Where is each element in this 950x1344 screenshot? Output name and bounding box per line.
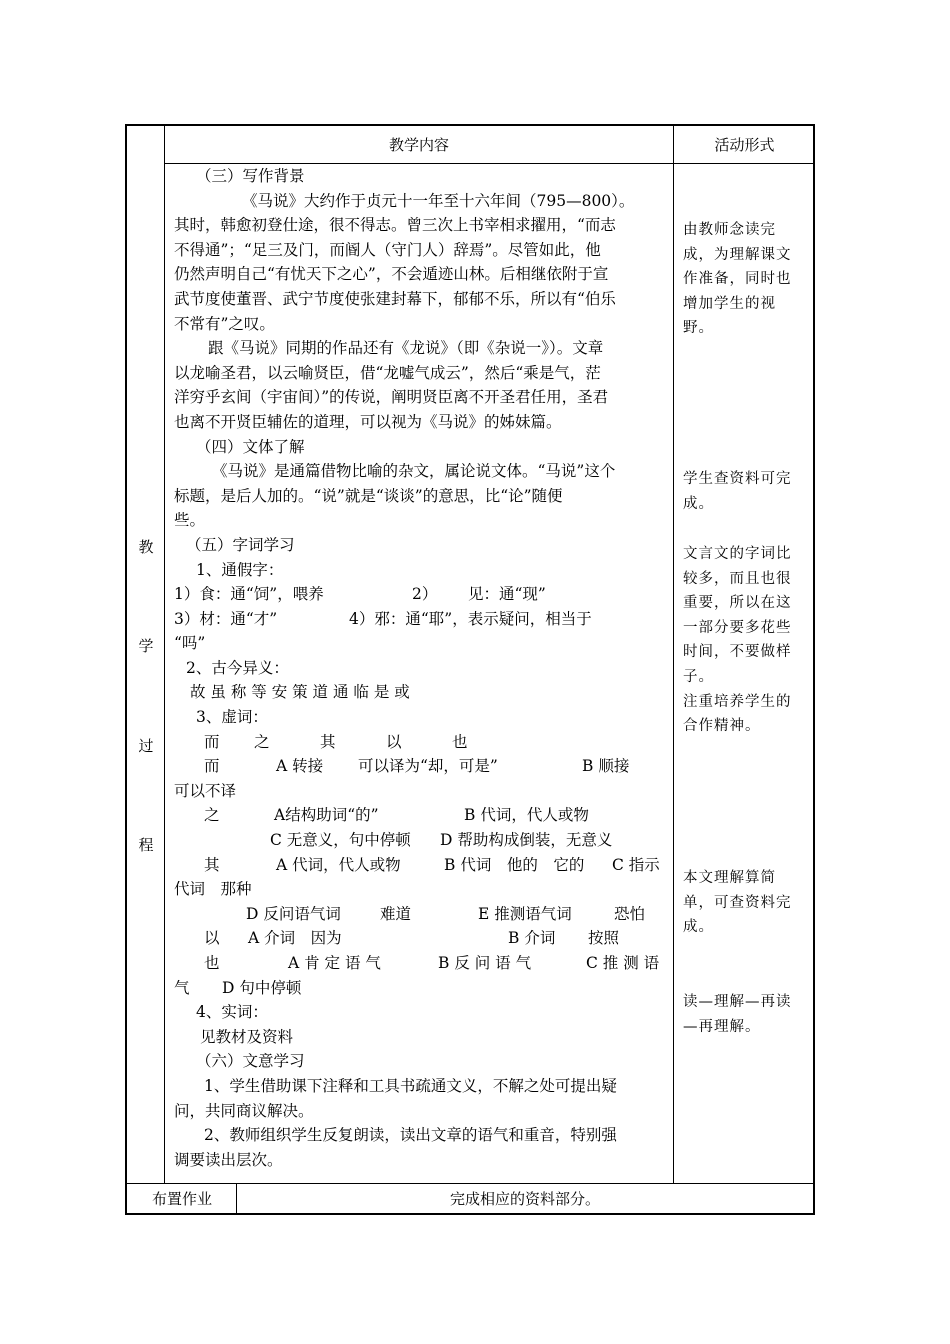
section-heading: （四）文体了解	[196, 437, 305, 456]
text-span: B 反 问 语 气	[438, 954, 532, 972]
footer-label: 布置作业	[151, 1190, 212, 1208]
activity-line: 子。	[683, 668, 714, 685]
activity-note-2	[683, 467, 811, 516]
text-span: 也	[204, 954, 220, 972]
section-heading: （五）字词学习	[186, 535, 295, 554]
text-span: C 无意义，句中停顿	[270, 831, 411, 850]
text-span: 1）食：通“饲”，喂养	[174, 585, 324, 604]
text-line: 1、学生借助课下注释和工具书疏通文义，不解之处可提出疑	[204, 1076, 617, 1095]
text-span: C 指示	[612, 855, 660, 874]
activity-line: 较多，而且也很	[683, 570, 792, 587]
text-span: 难道	[380, 904, 412, 923]
text-span: B 代词，代人或物	[464, 806, 589, 825]
text-line: 问，共同商议解决。	[174, 1101, 314, 1120]
text-span: A 肯 定 语 气	[288, 954, 381, 972]
text-line: “吗”	[174, 634, 206, 653]
subheading: 3、虚词：	[196, 708, 268, 727]
text-line: 调要读出层次。	[174, 1150, 283, 1169]
text-span: B 顺接	[582, 757, 630, 776]
text-line	[174, 582, 674, 607]
text-line: 2、教师组织学生反复朗读，读出文章的语气和重音，特别强	[204, 1126, 617, 1145]
footer-value: 完成相应的资料部分。	[449, 1190, 600, 1208]
text-line: 跟《马说》同期的作品还有《龙说》（即《杂说一》）。文章	[208, 339, 604, 358]
text-span: 也	[452, 732, 468, 751]
activity-line: 注重培养学生的	[683, 693, 792, 710]
text-span: A 介词 因为	[248, 929, 342, 948]
text-line: 故 虽 称 等 安 策 道 通 临 是 或	[190, 683, 410, 702]
text-span: D 帮助构成倒装，无意义	[440, 831, 613, 850]
text-span: C 推 测 语	[586, 954, 660, 972]
text-line: 不常有”之叹。	[174, 314, 275, 333]
text-span: 之	[204, 806, 220, 825]
activity-note-5	[683, 990, 811, 1039]
text-span: 见：通“现”	[468, 585, 546, 604]
activity-line: 读—理解—再读	[683, 994, 792, 1010]
text-line	[174, 853, 674, 878]
text-line: 可以不译	[174, 781, 237, 800]
text-span: 3）材：通“才”	[174, 609, 278, 628]
activity-line: 重要，所以在这	[683, 595, 792, 612]
text-span: D 反问语气词	[246, 904, 341, 923]
activity-line: 一部分要多花些	[683, 619, 792, 636]
activity-line: —再理解。	[683, 1018, 761, 1035]
text-line	[174, 926, 674, 951]
text-span: 恐怕	[614, 904, 646, 923]
activity-line: 作准备，同时也	[683, 271, 792, 288]
text-line: 见教材及资料	[200, 1027, 294, 1046]
section-heading: （六）文意学习	[196, 1052, 305, 1071]
activity-line: 文言文的字词比	[683, 546, 792, 562]
text-span: 之	[254, 732, 270, 751]
subheading: 1、通假字：	[196, 560, 284, 579]
text-span: A 转接	[276, 757, 324, 776]
activity-line: 本文理解算简	[683, 870, 776, 886]
text-line	[174, 976, 674, 1001]
activity-note-1	[683, 218, 811, 341]
activity-line: 合作精神。	[683, 718, 761, 735]
text-line: 其时，韩愈初登仕途，很不得志。曾三次上书宰相求擢用，“而志	[174, 216, 616, 235]
text-line: 标题，是后人加的。“说”就是“谈谈”的意思，比“论”随便	[174, 486, 563, 505]
activity-line: 由教师念读完	[683, 222, 776, 238]
text-span: D 句中停顿	[222, 978, 302, 997]
subheading: 4、实词：	[196, 1003, 268, 1022]
side-label-char: 过	[138, 737, 154, 755]
text-span: B 代词 他的 它的	[444, 855, 585, 874]
text-line: 代词 那种	[174, 880, 252, 899]
text-line: 也离不开贤臣辅佐的道理，可以视为《马说》的姊妹篇。	[174, 412, 562, 431]
subheading: 2、古今异义：	[186, 658, 289, 677]
header-activity-title: 活动形式	[714, 136, 775, 154]
header-content-title: 教学内容	[388, 136, 449, 154]
text-line	[174, 828, 674, 853]
text-span: 其	[320, 732, 336, 751]
text-span: 而	[204, 757, 220, 776]
activity-line: 时间，不要做样	[683, 644, 792, 661]
activity-line: 成。	[683, 919, 714, 936]
section-heading: （三）写作背景	[196, 167, 305, 185]
text-line: 《马说》是通篇借物比喻的杂文，属论说文体。“马说”这个	[212, 462, 616, 481]
text-span: 而	[204, 732, 220, 751]
text-line: 武节度使董晋、武宁节度使张建封幕下，郁郁不乐，所以有“伯乐	[174, 289, 616, 308]
activity-note-4	[683, 866, 811, 940]
text-line	[174, 951, 674, 976]
text-span: A结构助词“的”	[274, 806, 379, 825]
activity-line: 学生查资料可完	[683, 471, 792, 487]
text-line: 《马说》大约作于贞元十一年至十六年间（795—800）。	[242, 191, 635, 210]
text-span: 以	[386, 732, 402, 751]
text-line: 以龙喻圣君，以云喻贤臣，借“龙嘘气成云”，然后“乘是气，茫	[174, 363, 601, 382]
side-label-char: 教	[138, 538, 154, 556]
activity-note-3	[683, 542, 811, 739]
activity-line: 成。	[683, 495, 714, 512]
side-label-char: 程	[138, 836, 154, 854]
text-line	[174, 607, 674, 632]
activity-line: 野。	[683, 320, 714, 337]
text-line: 些。	[174, 511, 206, 530]
text-span: A 代词，代人或物	[276, 855, 401, 874]
text-span: 气	[174, 978, 190, 997]
activity-line: 增加学生的视	[683, 295, 776, 312]
text-span: 以	[204, 929, 220, 948]
text-line	[174, 902, 674, 927]
text-line	[174, 730, 674, 755]
text-span: 4）邪：通“耶”，表示疑问，相当于	[349, 609, 592, 628]
text-span: E 推测语气词	[478, 904, 572, 923]
text-line: 不得通”；“足三及门，而阍人（守门人）辞焉”。尽管如此，他	[174, 240, 601, 259]
text-line: 洋穷乎玄间（宇宙间）”的传说，阐明贤臣离不开圣君任用，圣君	[174, 388, 609, 407]
content-body	[174, 164, 674, 1172]
text-line	[174, 803, 674, 828]
lesson-plan-table	[125, 124, 815, 1215]
text-span: 2）	[412, 585, 438, 604]
activity-line: 成，为理解课文	[683, 246, 792, 263]
text-span: 可以译为“却，可是”	[358, 757, 498, 776]
activity-line: 单，可查资料完	[683, 894, 792, 911]
side-label-char: 学	[138, 637, 154, 655]
text-span: B 介词	[508, 929, 556, 948]
text-line: 仍然声明自己“有忧天下之心”，不会遁迹山林。后相继依附于宣	[174, 265, 609, 284]
text-span: 按照	[588, 929, 620, 948]
text-line	[174, 754, 674, 779]
text-span: 其	[204, 855, 220, 874]
